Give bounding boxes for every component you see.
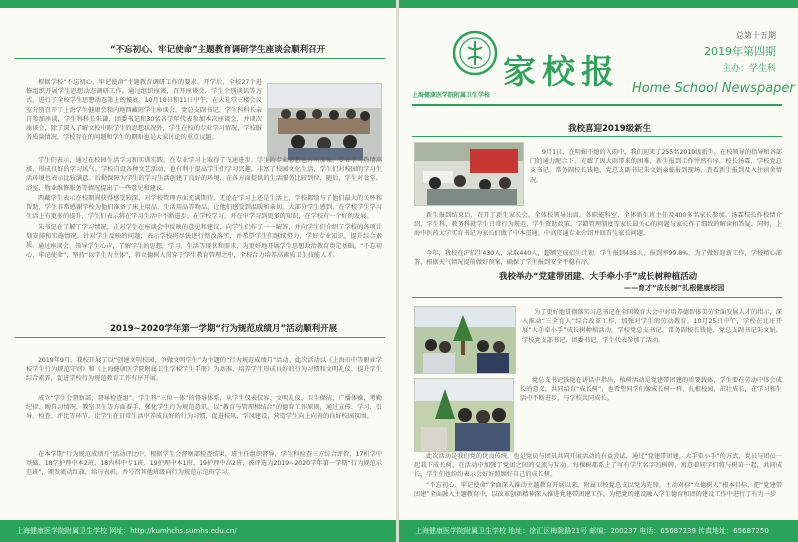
paragraph: 在本学期“行为规范成绩月”活动评比中，根据学生会督察部检查结果，班主任组织督导，学生科检查三方综合评价，17机学中基础、18学护理中本2班、18内科中专1班、19护理中本1班、19护理中高2班、被评选为2019~2020学年第一学期“行为规范示范班”，颁发流动红旗，给与表彰，并号召其他班级向行为规范示范班学习。 bbox=[26, 451, 382, 477]
title-rule bbox=[412, 297, 782, 298]
tree-planting-photo-2-image bbox=[415, 379, 513, 451]
article-title-behavior-month: 2019~2020学年第一学期“行为规范成绩月”活动顺利开展 bbox=[110, 324, 338, 334]
article-title-new-students: 我校喜迎2019级新生 bbox=[568, 124, 652, 134]
new-students-photo bbox=[414, 142, 524, 206]
meeting-photo-image bbox=[268, 84, 381, 160]
tree-planting-photo-2 bbox=[414, 378, 514, 452]
paragraph: 今年，我校在沪招生430人，录取440人，超额完成招生计划，学生报到435人，报到率99.8%，为了做好迎新工作，学校精心部署，根据天气情况提前做好预案，确保了学生报到安全平稳有序。 bbox=[414, 250, 782, 267]
school-name: 上海健康医学院附属卫生学校 bbox=[412, 92, 491, 99]
paragraph: 学生们表示，通过在校园生活学习和实训实践，在专业学习上取得了飞速进步，学生的专业思想也有所加强。专业学习热情高涨，形成良好的学习风气。学校自设各种文艺活动，也有利于提高学生们学习兴趣，丰富了校园文化生活，学生们对校园的学习生活环境也表示比较满意。后勤保障为学生的学习生活创建了良好的环境，在各方面提供的生活服务比较到位，随后，学生对食堂、浴室、物业维修服务等情况提出了一些意见和建议。 bbox=[26, 157, 382, 192]
left-page bbox=[0, 0, 397, 542]
article-title-study-forum: “不忘初心、牢记使命”主题教育调研学生座谈会顺利召开 bbox=[110, 45, 326, 55]
masthead-rule bbox=[412, 104, 782, 106]
publisher: 主办：学生科 bbox=[721, 64, 776, 74]
footer-bar: 上海健康医学院附属卫生学校 网址：http://kumhchs.sumhs.edu.cn/ bbox=[0, 520, 397, 542]
newspaper-title: 家校报 bbox=[503, 52, 620, 91]
issue-total: 总第十五期 bbox=[736, 31, 776, 40]
top-color-bar bbox=[399, 0, 798, 8]
article-title-tree-planting: 我校举办“党建带团建、大手牵小手”成长树种植活动 bbox=[499, 272, 698, 282]
paragraph: 为了更好地贯彻落实习总书记在全国教育大会中对培养德智体美劳全面发展人才的指示，深入推动“三全育人”综合改革工作，加强对学生的劳动教育，10月25日中午，学校在北庄开展“大手牵小手”成长树种植活动。学校党总支书记、常务副校长钱艳、党总支副书记朱文娟、学校党支部书记、团委书记、学生代表参加了活动。 bbox=[522, 309, 782, 344]
article-subtitle: ——育才“成长树”扎根健康校园 bbox=[624, 284, 725, 292]
newspaper-subtitle: Home School Newspaper bbox=[632, 81, 795, 96]
paragraph: “不忘初心、牢记使命”全面深入推动主题教育开展以来，附属卫校党总支以党为先锋，主动对标“立德树人”根本目标，把“党建带团建”全面融入主题教育中，以改革创新精神深入推进党建带团建工作，为把党的建设融入学生德育和团的建设工作中进行了有力一步 bbox=[414, 482, 782, 499]
top-color-bar bbox=[0, 0, 397, 8]
paragraph: 通过座谈会，领导学生心声，了解学生的思想，学习、生活等现状和需求，为更好地开展学生思想政治教育奠定基础。“不忘初心、牢记使命”，坚持“以学生为主体”，将立德树人贯穿于学生教育管理之中，全校合力培养高素质卫生技能人才。 bbox=[26, 243, 382, 260]
paragraph: 2019年9月，我校开展了以“创建文明校园，争做文明学生”为主题的“行为规范成绩月”活动。此次活动以《上海市中等职业学校学生行为规范守则》和《上海健康医学院附属卫生学校学生手册》为基准，培养学生形成良好的行为习惯和文明礼仪，提升学生综合素养，促进学校行为规范教育工作有序开展。 bbox=[26, 357, 382, 383]
issue-number: 2019年第四期 bbox=[704, 45, 776, 58]
title-rule bbox=[15, 58, 385, 59]
school-logo-icon bbox=[452, 30, 498, 76]
meeting-photo bbox=[267, 83, 382, 161]
tree-planting-photo bbox=[414, 306, 516, 374]
paragraph: 成立“学生会督察部、督导检查组”，学生科“三位一体”的督导体系，从学生仪表仪容、文明礼仪、卫生保洁、广播体操、考勤纪律、晚自习情况、教室卫生等方面着手，强化学生行为规范意识。以“教育与管理相结合”的德育工作原则，通过宣传、学习、引导、检查、评比等环节，让学生在日常生活中养成良好的行为习惯，促进校风、学风建设，营造学生向上向善的良好校园氛围。 bbox=[26, 395, 382, 421]
paragraph: 根据学校“不忘初心、牢记使命”主题教育调研工作的要求，开学后，全校27个进修组织开展学生思想动态调研工作。通过组织座谈，召开座谈会，学生个别谈话等方式，进行了全校学生思想动态第上的摸底。10月10日和11日中午，在大礼堂三楼会议室分别召开了上海学生健康会和内地西藏班学生座谈会。党总支副书记、学生科科长亲自参加座谈，学生科科长朱谦，团委书记和30名各学年代表参加本次座谈会，并谈次座谈会，除了深入了解文校中职学生的思想状况外，学生在校的专业学习情况，学校服务质量情况，学校存在的问题和学生的期盼也是大家讨论的重点议题。 bbox=[26, 79, 262, 142]
new-students-photo-image bbox=[415, 143, 523, 205]
paragraph: 朱书记在了解了学习情况，正对学生在座谈会中反映的意见和建议，向学生们作了一一解答，并向学生们介绍了学校的各项计划安排和实施情况，针对学生反映的问题，表示学校将尽快进行整改落实，并希望学生们继续努力，学好专业知识，提升综合素质。 bbox=[26, 224, 382, 250]
paragraph: 新生报到结束后，召开了新生家长会。全体校领导出席，各职能科室，全体新生班主任及400多名家长参加。汤霖校长作校情介绍，学生科、教务科就学生日常行为规范、学生资助政策、学籍管理制度等家长最关心的问题与家长作了细致的解读和答疑。同时，上海中医药大学实育书记为家长们做了中本贯通、中高贯通专业介绍并回答生家长问题。 bbox=[414, 212, 782, 238]
paragraph: 西藏学生表示在校期间获得感受较深，对学校管理方面充满期待，无论在学习上还是生活上，学校都给与了他们最大的关怀和帮助，学生非常感谢学校为他们准备了床上用品、生活用品等物品，让他们感受到温暖和亲切。大部分学生感到，在学校学生学习生活上有更多的提升，学生们表示将在学习生活中不断进步，在学校学习，并在中学习到更多的知识，在学校有一个好的发展。 bbox=[26, 195, 382, 221]
paragraph: 9月1日，在明媚不熄的入雨中，我们迎来了255名2019级新生。在校领导的指导和各部门的通力配合下，光耀了因大雨带来的困难，新生报到工作井然有序。校长汤霖，学校党总支书记、常务副校长钱艳、党总支副书记朱文娟亲临报到现场，查看新生报到及入住宿舍情况。 bbox=[530, 149, 782, 184]
tree-planting-photo-image bbox=[415, 307, 515, 373]
footer-bar: 上海健康医学院附属卫生学校 地址：徐汇区梅陇路21号 邮编：200237 电话：65687239 传真地址：65687250 bbox=[399, 520, 798, 542]
title-rule bbox=[412, 136, 782, 137]
paragraph: 党总支书记钱艳在讲话中指出，植树活动是党建带团建的重要载体，学生要在劳动中体会成长的意义，共同培育“成长树”，也希望同学们像成长树一样，扎根校园，茁壮成长，在学习和生活中不断进步，与学校共同成长。 bbox=[520, 377, 782, 403]
paragraph: 此次活动是我们党的优良传统，也是党员与团员共同开展活动的有益尝试，通过“党建带团建，大手牵小手”的方式，党员与团员一起栽下成长树，在活动中加强了党团之间的交流与互动。每棵树都系上了写有学生名字的树牌，寓意着同学们将与树苗一起，共同成长，学生们也纷纷表示会好好照顾好自己的成长树。 bbox=[414, 453, 782, 479]
title-rule bbox=[15, 337, 385, 338]
